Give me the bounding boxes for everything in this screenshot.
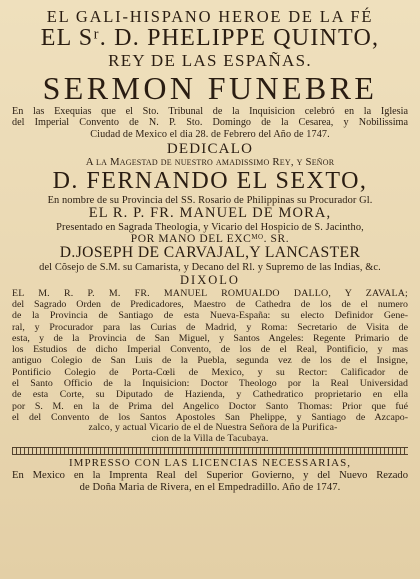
- author-titles: Presentado en Sagrada Theologia, y Vicario del Hospicio de S. Jacintho,: [56, 221, 364, 233]
- preacher-line: EL M. R. P. M. FR. MANUEL ROMUALDO DALLO, Y ZAVALA;: [12, 287, 408, 299]
- title-line-3: REY DE LAS ESPAÑAS.: [108, 50, 312, 70]
- por-mano-line: POR MANO DEL EXCᴹᴼ. SR.: [130, 232, 290, 245]
- patron-titles: del Cõsejo de S.M. su Camarista, y Decano del Rl. y Supremo de las Indias, &c.: [39, 262, 381, 273]
- dedication-heading: DEDICALO: [166, 140, 254, 157]
- sermon-heading: SERMON FUNEBRE: [42, 70, 378, 107]
- imprint-line: En Mexico en la Imprenta Real del Superior Govierno, y del Nuevo Rezado: [12, 470, 408, 482]
- preacher-line: el del Convento de los Santos Apostoles San Phelippe, y Santiago de Azcapo-: [12, 411, 408, 423]
- preacher-block: [12, 288, 408, 445]
- license-line: IMPRESSO CON LAS LICENCIAS NECESSARIAS,: [69, 457, 351, 470]
- preacher-line: ral, y Procurador para las Curias de Madrid, y Roma: Secretario de Visita de: [12, 321, 408, 333]
- occasion-line: Ciudad de Mexico el dia 28. de Febrero del Año de 1747.: [90, 128, 330, 140]
- preacher-heading: DIXOLO: [180, 273, 240, 288]
- patron-name: D.JOSEPH DE CARVAJAL,Y LANCASTER: [59, 244, 361, 262]
- preacher-line: los Estudios de dicho Imperial Convento, de los de el Real, Pontificio, y mas: [12, 344, 408, 356]
- occasion-block: [12, 106, 408, 140]
- preacher-line: esta, y de la Provincia de San Miguel, y Santos Angeles: Regente Primario de: [12, 332, 408, 344]
- preacher-line: zalco, y actual Vicario de el de Nuestra Señora de la Purifica-: [88, 422, 338, 434]
- ornamental-rule: [12, 447, 408, 455]
- on-behalf-line: En nombre de su Provincia del SS. Rosario de Philippinas su Procurador Gl.: [47, 194, 373, 206]
- title-line-1: EL GALI-HISPANO HEROE DE LA FÉ: [46, 7, 374, 26]
- dedication-to-line: A la Magestad de nuestro amadissimo Rey, y Señor: [85, 156, 335, 169]
- preacher-line: antiguo Colegio de San Luis de la Puebla, segunda vez de los de el Insigne,: [12, 355, 408, 367]
- imprint-line: de Doña Maria de Rivera, en el Empedradillo. Año de 1747.: [79, 482, 341, 494]
- preacher-line: Pontificio Colegio de Porta-Cœli de Mexico, y su Rector: Calificador de: [12, 366, 408, 378]
- preacher-line: por S. M. en la de Prima del Angelico Doctor Santo Thomas: Prior que fué: [12, 400, 408, 412]
- king-name: D. FERNANDO EL SEXTO,: [52, 167, 368, 194]
- preacher-line: del Sagrado Orden de Predicadores, Maestro de Cathedra de los de el numero: [12, 299, 408, 311]
- title-line-2: EL Sʳ. D. PHELIPPE QUINTO,: [40, 24, 380, 51]
- occasion-line: del Imperial Convento de N. P. Sto. Domingo de la Cesarea, y Nobilissima: [12, 117, 408, 129]
- occasion-line: En las Exequias que el Sto. Tribunal de la Inquisicion celebró en la Iglesia: [12, 105, 408, 117]
- author-name: EL R. P. FR. MANUEL DE MORA,: [88, 204, 332, 221]
- preacher-line: de esta Corte, su Diputado de Hazienda, y Cathedratico proprietario en ella: [12, 389, 408, 401]
- preacher-line: de la Provincia de Santiago de esta Nueva-España: su electo Definidor Gene-: [12, 310, 408, 322]
- preacher-line: el Santo Officio de la Inquisicion: Doctor Theologo por la Real Universidad: [12, 377, 408, 389]
- preacher-line: cion de la Villa de Tacubaya.: [151, 432, 269, 444]
